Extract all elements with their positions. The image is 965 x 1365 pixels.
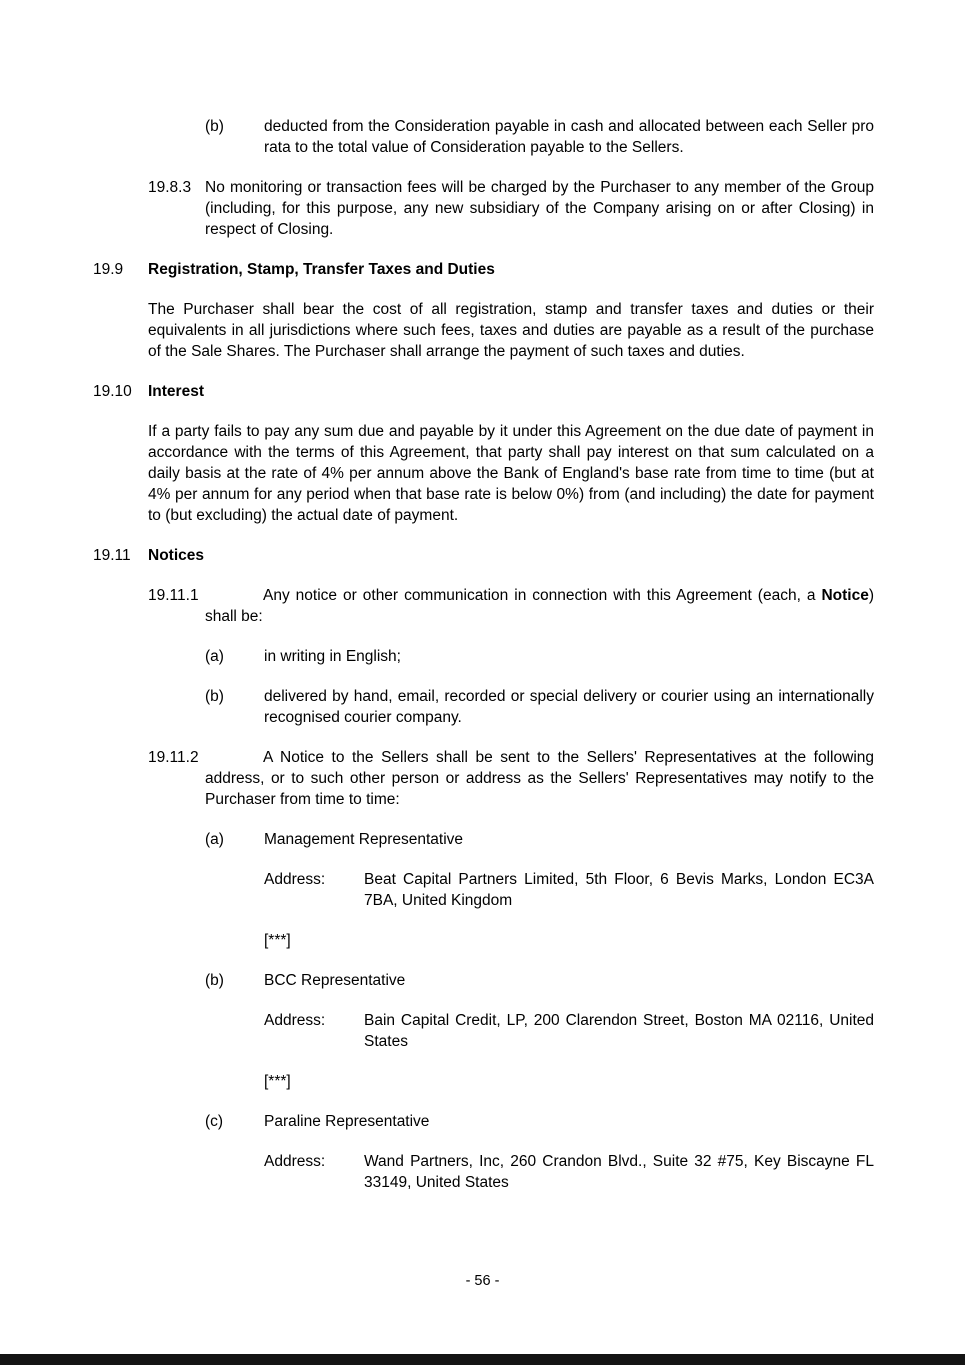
representative-item-a	[205, 829, 874, 850]
section-title: Interest	[148, 383, 204, 400]
address-label: Address:	[264, 1153, 326, 1170]
clause-text	[205, 585, 874, 627]
section-19-10-body: If a party fails to pay any sum due and payable by it under this Agreement on the due date of payment in accordance with the terms of this Agreement, that party shall pay interest on that sum calculated on a daily basis at the rate of 4% per annum above the Bank of England's base rate from time to time (but at 4% per annum for any period when that base rate is below 0%) from (and including) the date for payment to (but excluding) the actual date of payment.	[148, 423, 874, 524]
list-item-label: (c)	[205, 1113, 224, 1130]
clause-number: 19.11.1	[148, 587, 199, 604]
section-19-11-heading-row	[93, 545, 874, 566]
list-item-text: in writing in English;	[264, 648, 401, 665]
address-label: Address:	[264, 1012, 326, 1029]
clause-19-8-3	[148, 177, 874, 240]
address-row-management	[264, 869, 874, 911]
list-item-a-writing	[205, 646, 874, 667]
list-item-label: (b)	[205, 972, 224, 989]
clause-text-post: ) shall be:	[205, 587, 874, 625]
representative-title: Paraline Representative	[264, 1113, 430, 1130]
document-content	[93, 116, 874, 1212]
representative-title: Management Representative	[264, 831, 464, 848]
section-number: 19.10	[93, 383, 132, 400]
clause-text: A Notice to the Sellers shall be sent to the Sellers' Representatives at the following address, or to such other person or address as the Sellers' Representatives may notify to the Purchaser from time to time:	[205, 749, 874, 808]
clause-number: 19.11.2	[148, 749, 199, 766]
section-number: 19.9	[93, 261, 124, 278]
address-value: Beat Capital Partners Limited, 5th Floor, 6 Bevis Marks, London EC3A 7BA, United Kingdom	[364, 871, 874, 909]
address-row-bcc	[264, 1010, 874, 1052]
clause-number: 19.8.3	[148, 179, 192, 196]
list-item-label: (a)	[205, 831, 224, 848]
list-item-text: deducted from the Consideration payable in cash and allocated between each Seller pro rata to the total value of Consideration payable to the Sellers.	[264, 118, 874, 156]
list-item-label: (a)	[205, 648, 224, 665]
representative-item-b	[205, 970, 874, 991]
page-number: - 56 -	[465, 1273, 500, 1289]
representative-title: BCC Representative	[264, 972, 406, 989]
clause-19-11-2	[148, 747, 874, 810]
section-19-9-body: The Purchaser shall bear the cost of all registration, stamp and transfer taxes and duties or their equivalents in all jurisdictions where such fees, taxes and duties are payable as a result of the purchase of the Sale Shares. The Purchaser shall arrange the payment of such taxes and duties.	[148, 301, 874, 360]
page-bottom-edge	[0, 1354, 965, 1365]
list-item-text: delivered by hand, email, recorded or special delivery or courier using an internationally recognised courier company.	[264, 688, 874, 726]
clause-19-11-1	[148, 585, 874, 627]
address-value: Bain Capital Credit, LP, 200 Clarendon Street, Boston MA 02116, United States	[364, 1012, 874, 1050]
address-label: Address:	[264, 871, 326, 888]
address-value: Wand Partners, Inc, 260 Crandon Blvd., Suite 32 #75, Key Biscayne FL 33149, United States	[364, 1153, 874, 1191]
clause-text-pre: Any notice or other communication in connection with this Agreement (each, a	[263, 587, 822, 604]
section-title: Registration, Stamp, Transfer Taxes and Duties	[148, 261, 495, 278]
redaction-marker: [***]	[264, 1073, 291, 1090]
redaction-marker: [***]	[264, 932, 291, 949]
section-19-9-heading-row	[93, 259, 874, 280]
defined-term-notice: Notice	[821, 587, 869, 604]
list-item-label: (b)	[205, 688, 224, 705]
clause-text: No monitoring or transaction fees will be charged by the Purchaser to any member of the Group (including, for this purpose, any new subsidiary of the Company arising on or after Closing) in respect of Closing.	[205, 179, 874, 238]
representative-item-c	[205, 1111, 874, 1132]
section-19-10-heading-row	[93, 381, 874, 402]
list-item-b-delivery	[205, 686, 874, 728]
list-item-b-consideration	[205, 116, 874, 158]
section-number: 19.11	[93, 547, 131, 564]
address-row-paraline	[264, 1151, 874, 1193]
list-item-label: (b)	[205, 118, 224, 135]
section-title: Notices	[148, 547, 204, 564]
